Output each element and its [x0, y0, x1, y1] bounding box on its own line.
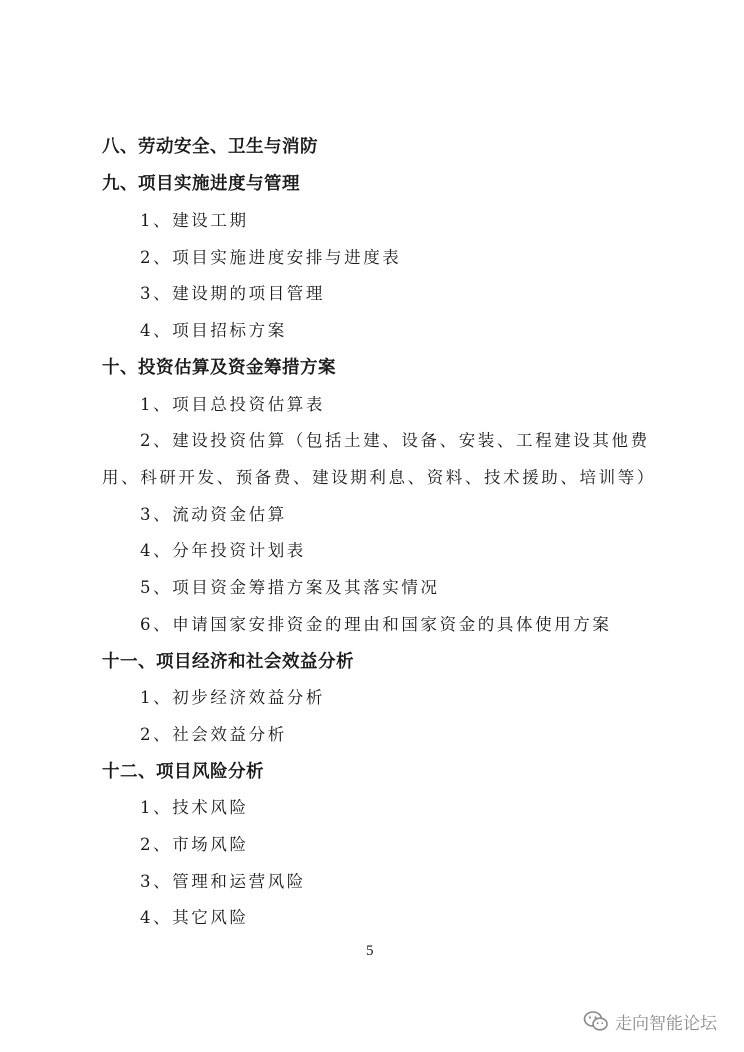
list-item: 2、市场风险	[140, 835, 249, 854]
section-heading-12: 十二、项目风险分析	[102, 762, 264, 782]
list-item-continuation: 用、科研开发、预备费、建设期利息、资料、技术援助、培训等）	[102, 468, 656, 487]
list-item: 3、建设期的项目管理	[140, 284, 325, 303]
list-item: 4、其它风险	[140, 908, 249, 927]
list-item: 2、社会效益分析	[140, 725, 287, 744]
section-heading-8: 八、劳动安全、卫生与消防	[102, 137, 318, 157]
list-item: 1、建设工期	[140, 211, 249, 230]
watermark-text: 走向智能论坛	[615, 1013, 717, 1034]
list-item: 1、技术风险	[140, 798, 249, 817]
list-item: 2、项目实施进度安排与进度表	[140, 248, 402, 267]
section-heading-10: 十、投资估算及资金筹措方案	[102, 358, 336, 378]
list-item: 4、分年投资计划表	[140, 541, 306, 560]
watermark	[583, 1008, 717, 1034]
list-item: 4、项目招标方案	[140, 321, 287, 340]
list-item: 3、管理和运营风险	[140, 872, 306, 891]
list-item: 5、项目资金筹措方案及其落实情况	[140, 578, 440, 597]
list-item: 6、申请国家安排资金的理由和国家资金的具体使用方案	[140, 615, 612, 634]
list-item: 1、项目总投资估算表	[140, 395, 325, 414]
section-heading-9: 九、项目实施进度与管理	[102, 174, 300, 194]
list-item: 2、建设投资估算（包括土建、设备、安装、工程建设其他费	[140, 431, 650, 450]
wechat-icon	[583, 1010, 609, 1032]
section-heading-11: 十一、项目经济和社会效益分析	[102, 652, 354, 672]
list-item: 1、初步经济效益分析	[140, 688, 325, 707]
list-item: 3、流动资金估算	[140, 505, 287, 524]
page-number: 5	[366, 943, 374, 959]
